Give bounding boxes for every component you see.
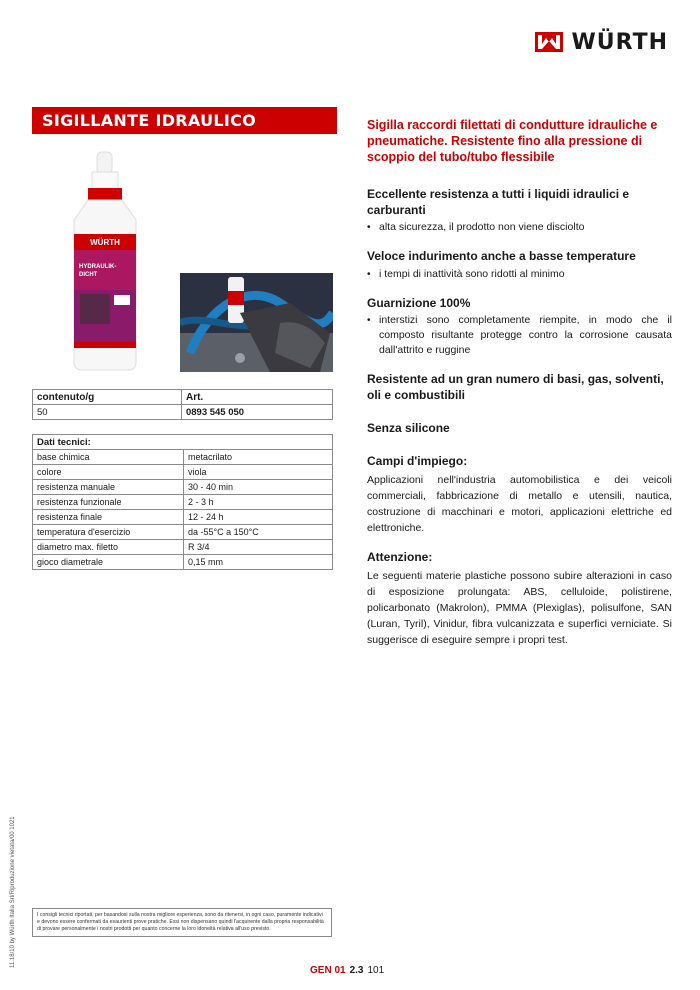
order-col-content: contenuto/g — [33, 390, 182, 405]
attenzione-heading: Attenzione: — [367, 550, 433, 564]
tech-value: metacrilato — [184, 450, 333, 465]
tech-header: Dati tecnici: — [33, 435, 333, 450]
tech-value: 12 - 24 h — [184, 510, 333, 525]
feature-bullet — [367, 267, 672, 282]
feature-heading: Guarnizione 100% — [367, 295, 471, 310]
page-title: SIGILLANTE IDRAULICO — [42, 111, 257, 130]
table-row — [33, 465, 333, 480]
feature-block — [367, 372, 672, 403]
tech-value: viola — [184, 465, 333, 480]
order-table — [32, 389, 333, 420]
feature-heading: Resistente ad un gran numero di basi, gas, solventi, oli e combustibili — [367, 372, 664, 402]
table-row — [33, 495, 333, 510]
copyright-side-text: 11.18/10 by Würth Italia Srl/Riproduzione vietata/00 1021 — [10, 816, 16, 968]
table-row — [33, 540, 333, 555]
tech-header-row — [33, 435, 333, 450]
tech-value: R 3/4 — [184, 540, 333, 555]
feature-block — [367, 187, 672, 235]
wurth-logo-icon — [535, 28, 563, 56]
order-art-number: 0893 545 050 — [181, 405, 332, 420]
attenzione-body: Le seguenti materie plastiche possono subire alterazioni in caso di esposizione prolungata: ABS, celluloide, polistirene, policarbonato (Makrolon), PMMA (Plexiglas), polisulfone, SAN (Luran, Tyril), Vinidur, fibra vulcanizzata e superfici verniciate. Si suggerisce di eseguire sempre i propri test. — [367, 570, 672, 646]
table-row — [33, 510, 333, 525]
feature-bullet-text: i tempi di inattività sono ridotti al minimo — [379, 267, 565, 280]
footer-section: 2.3 — [349, 965, 364, 976]
feature-heading: Veloce indurimento anche a basse temperature — [367, 249, 636, 263]
tech-value: 2 - 3 h — [184, 495, 333, 510]
tech-value: 30 - 40 min — [184, 480, 333, 495]
tech-value: 0,15 mm — [184, 555, 333, 570]
tech-key: resistenza finale — [33, 510, 184, 525]
tech-table — [32, 434, 333, 570]
order-content-value: 50 — [33, 405, 182, 420]
order-header-row — [33, 390, 333, 405]
table-row — [33, 555, 333, 570]
bullet-icon: • — [367, 268, 371, 280]
bullet-icon: • — [367, 315, 371, 326]
tech-key: gioco diametrale — [33, 555, 184, 570]
feature-block — [367, 249, 672, 282]
tech-key: resistenza manuale — [33, 480, 184, 495]
footer-catalog-code: GEN 01 — [310, 965, 346, 976]
description-column — [367, 117, 672, 648]
wurth-logo — [535, 28, 668, 56]
feature-bullet — [367, 313, 672, 358]
title-bar — [32, 107, 337, 134]
wurth-logo-text: WÜRTH — [571, 29, 668, 55]
product-bottle-image — [62, 150, 147, 372]
campi-heading: Campi d'impiego: — [367, 454, 468, 468]
order-row — [33, 405, 333, 420]
feature-block — [367, 296, 672, 359]
tech-value: da -55°C a 150°C — [184, 525, 333, 540]
application-photo — [180, 273, 333, 372]
feature-bullet-text: alta sicurezza, il prodotto non viene disciolto — [379, 221, 585, 233]
page-footer — [310, 965, 384, 976]
bullet-icon: • — [367, 222, 371, 233]
footer-page-number: 101 — [367, 965, 385, 976]
feature-bullet-text: interstizi sono completamente riempite, in modo che il composto risultante protegge contro la corrosione causata dall'attrito e ruggine — [379, 314, 672, 356]
tech-key: diametro max. filetto — [33, 540, 184, 555]
table-row — [33, 450, 333, 465]
table-row — [33, 525, 333, 540]
tech-key: temperatura d'esercizio — [33, 525, 184, 540]
bottle-name-1: HYDRAULIK- — [79, 264, 117, 270]
feature-heading: Eccellente resistenza a tutti i liquidi idraulici e carburanti — [367, 187, 630, 217]
product-subtitle: Sigilla raccordi filettati di condutture idrauliche e pneumatiche. Resistente fino alla pressione di scoppio del tubo/tubo flessibile — [367, 118, 658, 164]
silicone-free-heading: Senza silicone — [367, 421, 450, 435]
order-col-art: Art. — [181, 390, 332, 405]
table-row — [33, 480, 333, 495]
feature-bullet — [367, 220, 672, 235]
campi-body: Applicazioni nell'industria automobilistica e dei veicoli commerciali, fabbricazione di metallo e utensili, nautica, costruzione di macchinari e motori, applicazioni elettriche ed elettroniche. — [367, 474, 672, 534]
disclaimer-box: I consigli tecnici riportati, per basandosi sulla nostra migliore esperienza, sono da ritenersi, in ogni caso, puramente indicativi e devono essere confermati da esaurienti prove pratiche. Essi non dispensano quindi l'acquirente dalla propria responsabilità di provare personalmente i nostri prodotti per quanto concerne la loro idoneità relativa all'uso previsto. — [32, 908, 332, 937]
tech-key: resistenza funzionale — [33, 495, 184, 510]
tech-key: base chimica — [33, 450, 184, 465]
bottle-name-2: DICHT — [79, 272, 98, 278]
bottle-brand-text: WÜRTH — [90, 238, 120, 247]
tech-key: colore — [33, 465, 184, 480]
